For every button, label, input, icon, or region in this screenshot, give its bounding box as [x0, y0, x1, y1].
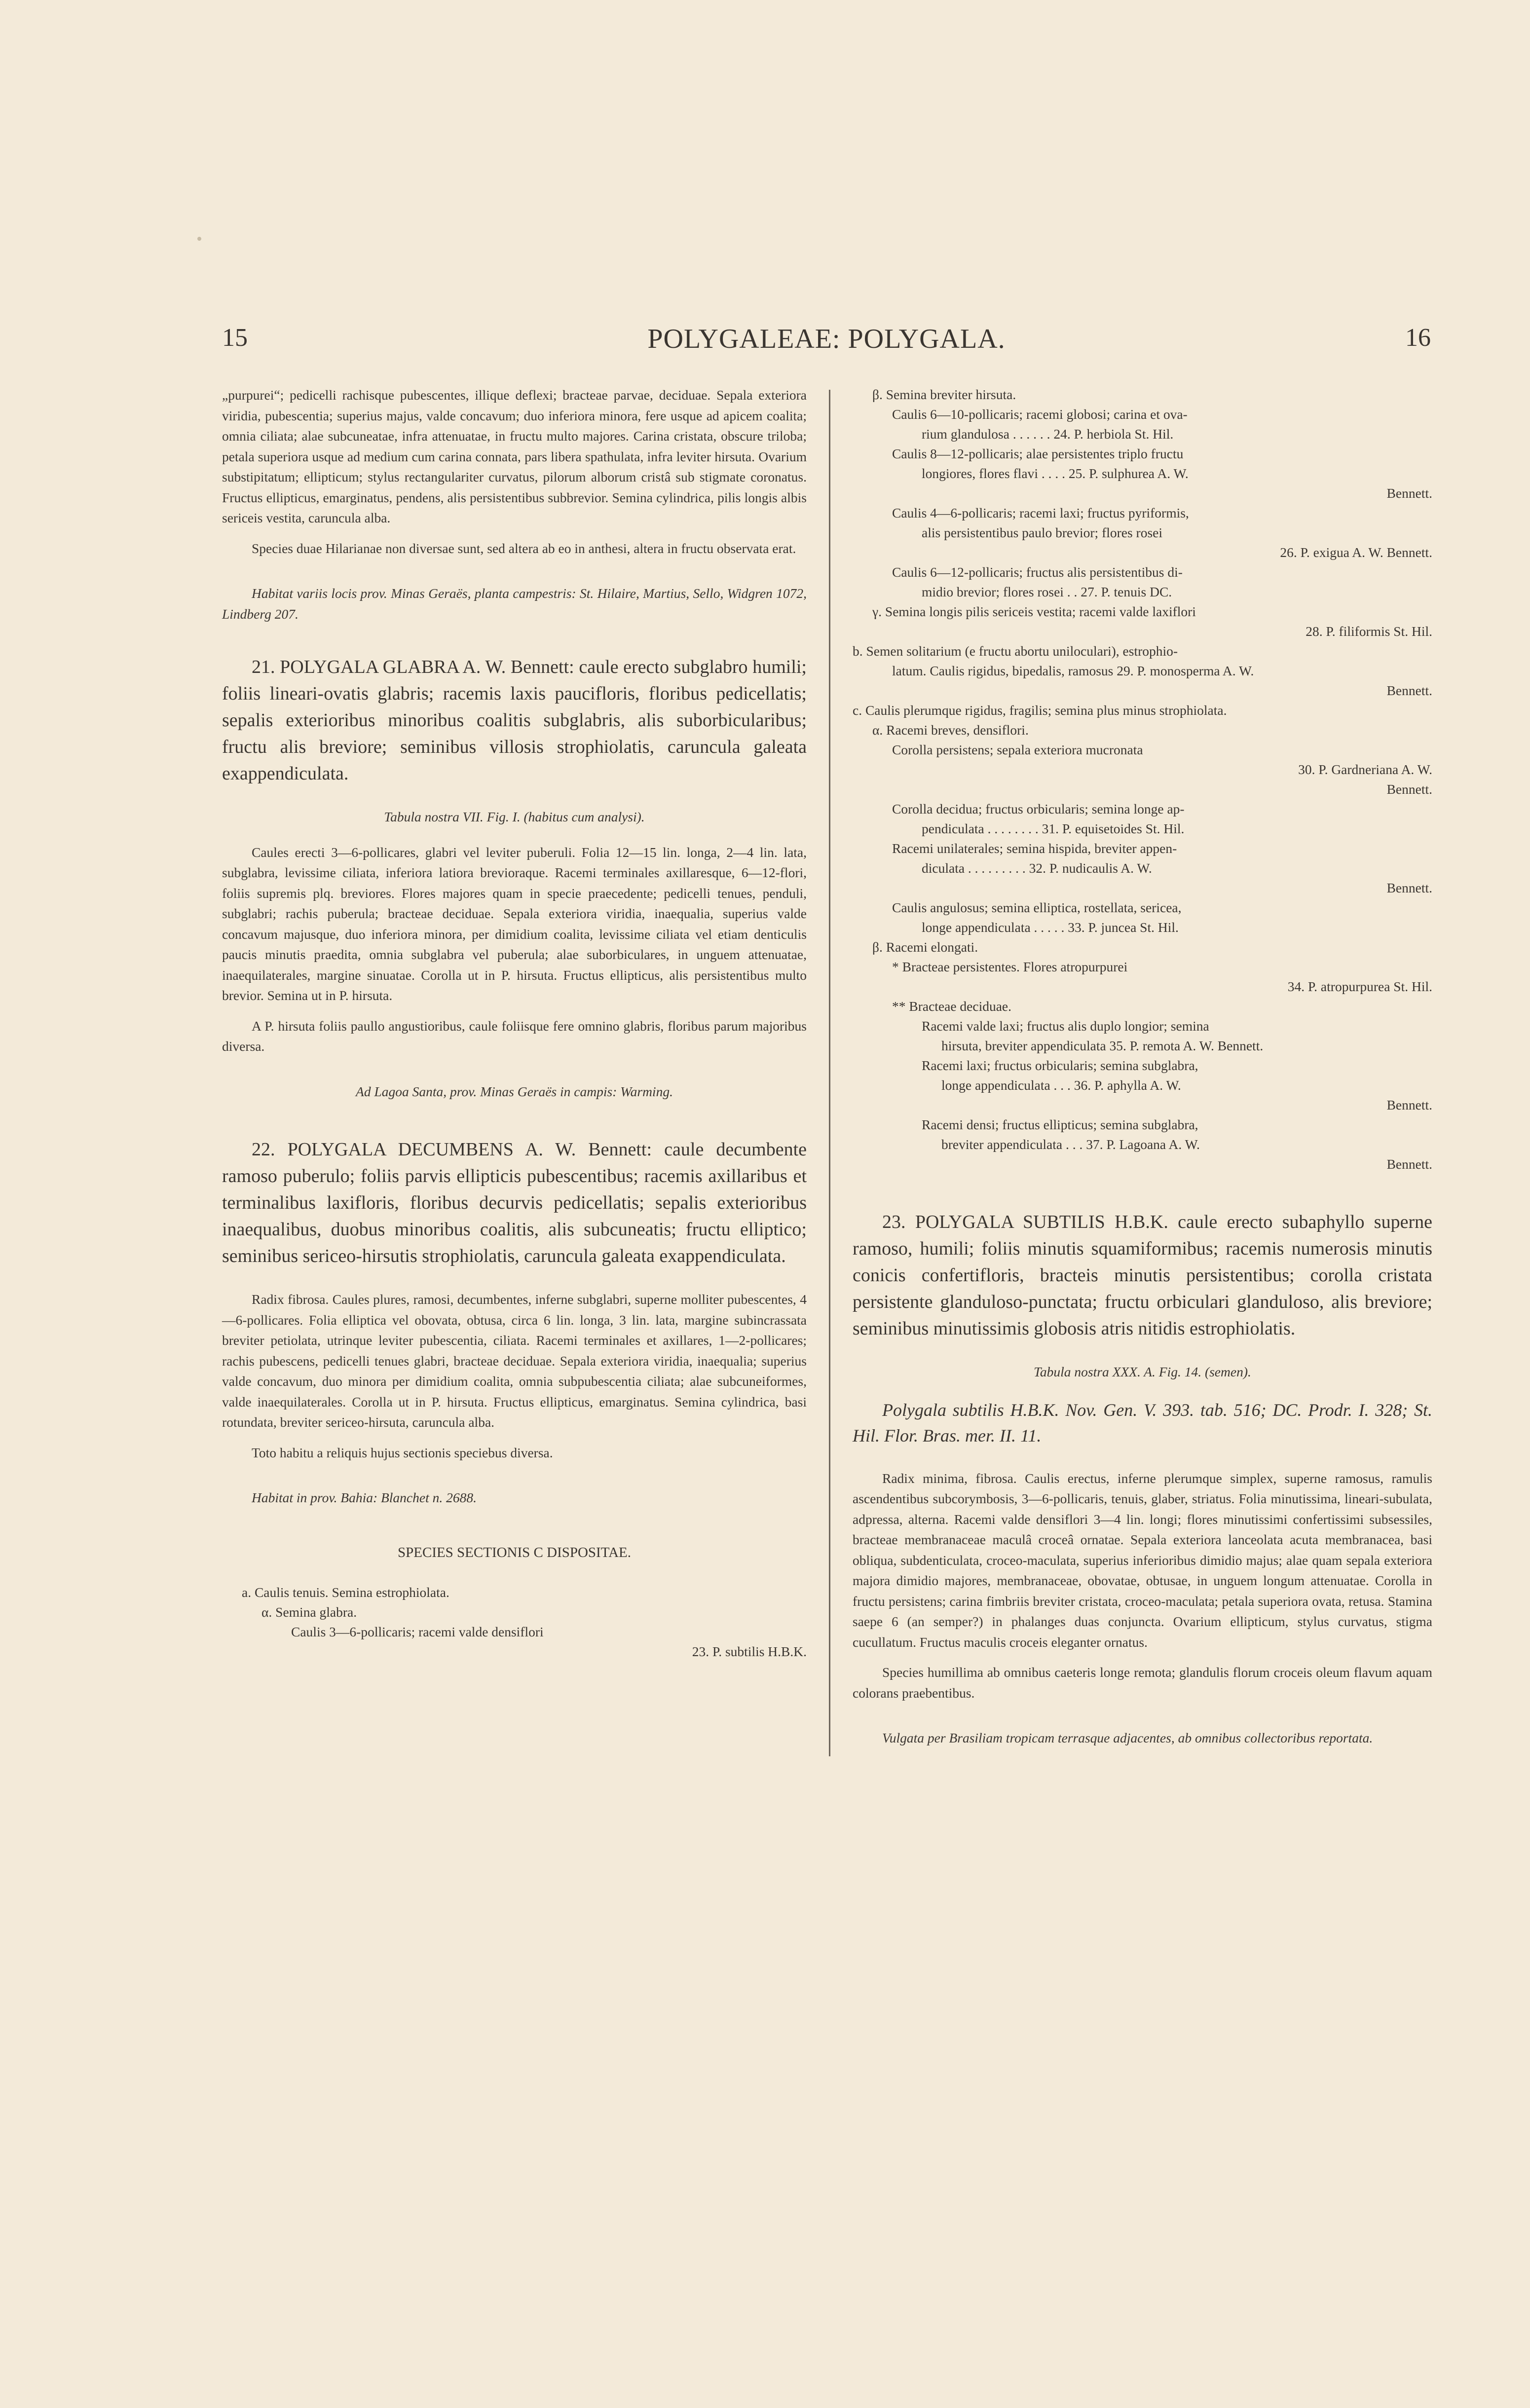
- species-21-comparison: A P. hirsuta foliis paullo angustioribus, caule foliisque fere omnino glabris, floribus parum majoribus diversa.: [222, 1018, 807, 1054]
- key-line: Bennett.: [1386, 880, 1432, 895]
- key-line: α. Racemi breves, densiflori.: [872, 722, 1029, 738]
- description-continued: „purpurei“; pedicelli rachisque pubescentes, illique deflexi; bracteae parvae, deciduae. Sepala exteriora viridia, pubescentia; superius majus, valde concavum; duo inferiora minora, fere usque ad apicem coalita; omnia ciliata; alae subcuneatae, infra attenuatae, in fructu multo majores. Carina cristata, obscure triloba; petala superiora usque ad medium cum carina connata, pars libera spathulata, infra leviter hirsuta. Ovarium substipitatum; ellipticum; stylus rectangulariter curvatus, pilorum alborum cristâ sub stigmate coronatus. Fructus ellipticus, emarginatus, pendens, alis persistentibus subbrevior. Semina cylindrica, pilis longis albis sericeis vestita, caruncula alba.: [222, 387, 807, 525]
- key-line: latum. Caulis rigidus, bipedalis, ramosus 29. P. monosperma A. W.: [892, 663, 1254, 678]
- key-line: a. Caulis tenuis. Semina estrophiolata.: [242, 1585, 449, 1600]
- synonymy-23: Polygala subtilis H.B.K. Nov. Gen. V. 393. tab. 516; DC. Prodr. I. 328; St. Hil. Flor. Bras. mer. II. 11.: [853, 1400, 1432, 1445]
- key-line: * Bracteae persistentes. Flores atropurpurei: [892, 959, 1128, 974]
- key-line: pendiculata . . . . . . . . 31. P. equisetoides St. Hil.: [922, 821, 1185, 836]
- page-number-right: 16: [1405, 324, 1431, 352]
- species-key-heading: SPECIES SECTIONIS C DISPOSITAE.: [397, 1544, 632, 1560]
- key-line: γ. Semina longis pilis sericeis vestita; racemi valde laxiflori: [872, 604, 1196, 619]
- key-line: 23. P. subtilis H.B.K.: [692, 1644, 807, 1659]
- key-line: Bennett.: [1386, 1097, 1432, 1112]
- species-23-heading: 23. POLYGALA SUBTILIS H.B.K. caule erecto subaphyllo superne ramoso, humili; foliis minutis squamiformibus; racemis numerosis minutis conicis confertifloris, bracteis minutis persistentibus; corolla cristata persistente glanduloso-punctata; fructu orbiculari glanduloso, alis breviore; seminibus minutissimis globosis atris nitidis estrophiolatis.: [853, 1212, 1432, 1339]
- key-line: b. Semen solitarium (e fructu abortu uniloculari), estrophio-: [853, 643, 1178, 659]
- running-title: POLYGALEAE: POLYGALA.: [647, 324, 1006, 354]
- key-line: rium glandulosa . . . . . . 24. P. herbiola St. Hil.: [922, 426, 1174, 442]
- key-line: longe appendiculata . . . 36. P. aphylla A. W.: [941, 1077, 1181, 1093]
- page-number-left: 15: [222, 324, 248, 352]
- key-line: 30. P. Gardneriana A. W.: [1298, 762, 1432, 777]
- species-21-heading: 21. POLYGALA GLABRA A. W. Bennett: caule erecto subglabro humili; foliis lineari-ovatis glabris; racemis laxis paucifloris, floribus pedicellatis; sepalis exterioribus minoribus coalitis subglabris, alis suborbicularibus; fructu alis breviore; seminibus villosis strophiolatis, caruncula galeata exappendiculata.: [222, 657, 807, 784]
- key-line: β. Racemi elongati.: [872, 939, 978, 955]
- key-line: hirsuta, breviter appendiculata 35. P. remota A. W. Bennett.: [941, 1038, 1264, 1053]
- key-line: Bennett.: [1386, 781, 1432, 797]
- key-line: ** Bracteae deciduae.: [892, 999, 1012, 1014]
- key-line: Caulis 6—12-pollicaris; fructus alis persistentibus di-: [892, 564, 1183, 580]
- key-line: Caulis angulosus; semina elliptica, rostellata, sericea,: [892, 900, 1182, 915]
- right-column: [853, 385, 1432, 1748]
- habitat-line: Habitat variis locis prov. Minas Geraës, planta campestris: St. Hilaire, Martius, Sello, Widgren 1072, Lindberg 207.: [222, 586, 807, 622]
- key-line: Bennett.: [1386, 683, 1432, 698]
- key-line: longiores, flores flavi . . . . 25. P. sulphurea A. W.: [922, 466, 1189, 481]
- key-line: Corolla persistens; sepala exteriora mucronata: [892, 742, 1143, 757]
- key-line: c. Caulis plerumque rigidus, fragilis; semina plus minus strophiolata.: [853, 703, 1227, 718]
- key-line: longe appendiculata . . . . . 33. P. juncea St. Hil.: [922, 920, 1179, 935]
- key-line: Corolla decidua; fructus orbicularis; semina longe ap-: [892, 801, 1185, 816]
- plate-reference-23: Tabula nostra XXX. A. Fig. 14. (semen).: [1034, 1364, 1251, 1379]
- left-column: [222, 385, 807, 1662]
- species-22-note: Toto habitu a reliquis hujus sectionis speciebus diversa.: [252, 1445, 553, 1460]
- habitat-22: Habitat in prov. Bahia: Blanchet n. 2688.: [252, 1490, 477, 1505]
- species-key-right: [853, 385, 1432, 1174]
- key-line: 26. P. exigua A. W. Bennett.: [1280, 545, 1432, 560]
- key-line: Racemi unilaterales; semina hispida, breviter appen-: [892, 841, 1177, 856]
- key-line: breviter appendiculata . . . 37. P. Lagoana A. W.: [941, 1137, 1200, 1152]
- plate-reference-21: Tabula nostra VII. Fig. I. (habitus cum analysi).: [384, 809, 645, 824]
- species-23-description: Radix minima, fibrosa. Caulis erectus, inferne plerumque simplex, superne ramosus, ramulis ascendentibus subcorymbosis, 3—6-pollicaris, tenuis, glaber, striatus. Folia minutissima, lineari-subulata, adpressa, alterna. Racemi valde densiflori 3—4 lin. longi; flores minutissimi confertissimi subsessiles, bracteae membranaceae maculâ croceâ ornatae. Sepala exteriora lanceolata acuta membranacea, basi obliqua, subdenticulata, croceo-maculata, superius inferioribus dimidio majus; alae quam sepala exteriora majora dimidio majores, membranaceae, obovatae, obtusae, in unguem longum attenuatae. Corolla in fructu persistens; carina fimbriis breviter cristata, croceo-maculata; petala superiora ovata, retusa. Stamina saepe 6 (an semper?) in phalanges duas conjuncta. Ovarium ellipticum, stylus curvatus, stigma cucullatum. Fructus maculis croceis eleganter ornatus.: [853, 1470, 1432, 1650]
- species-22-description: Radix fibrosa. Caules plures, ramosi, decumbentes, inferne subglabri, superne molliter pubescentes, 4—6-pollicares. Folia elliptica vel obovata, obtusa, circa 6 lin. longa, 3 lin. lata, margine subincrassata breviter petiolata, utrinque leviter pubescentia, ciliata. Racemi terminales et axillares, 1—2-pollicares; rachis pubescens, pedicelli tenues glabri, bracteae deciduae. Sepala exteriora viridia, inaequalia; superius valde concavum, duo minora per dimidium coalita, omnia subpubescentia ciliata; alae subcuneiformes, valde inaequilaterales. Corolla ut in P. hirsuta. Fructus ellipticus, emarginatus. Semina cylindrica, basi rotundata, breviter sericeo-hirsuta, caruncula alba.: [222, 1292, 807, 1430]
- species-key-left: [222, 1583, 807, 1662]
- paper-speck: [197, 237, 201, 241]
- key-line: midio brevior; flores rosei . . 27. P. tenuis DC.: [922, 584, 1172, 599]
- key-line: Caulis 6—10-pollicaris; racemi globosi; carina et ova-: [892, 407, 1188, 422]
- key-line: Bennett.: [1386, 485, 1432, 501]
- species-23-note: Species humillima ab omnibus caeteris longe remota; glandulis florum croceis oleum flavum aquam colorans praebentibus.: [853, 1665, 1432, 1701]
- key-line: diculata . . . . . . . . . 32. P. nudicaulis A. W.: [922, 860, 1152, 876]
- key-line: 28. P. filiformis St. Hil.: [1306, 624, 1432, 639]
- key-line: Racemi laxi; fructus orbicularis; semina subglabra,: [922, 1058, 1198, 1073]
- species-21-description: Caules erecti 3—6-pollicares, glabri vel leviter puberuli. Folia 12—15 lin. longa, 2—4 lin. lata, subglabra, levissime ciliata, inferiora latiora brevioraque. Racemi terminales axillaresque, 6—12-flori, foliis supremis plq. breviores. Flores majores quam in specie praecedente; pedicelli tenues, penduli, subglabri; rachis puberula; bracteae deciduae. Sepala exteriora viridia, inaequalia, superius valde concavum majusque, duo inferiora minora, per dimidium coalita, levissime ciliata vel etiam denticulis paucis minutis praedita, omnia subglabra vel puberula; alae suborbiculares, in unguem attenuatae, inaequilaterales, margine sinuatae. Corolla ut in P. hirsuta. Fructus ellipticus, alis persistentibus multo brevior. Semina ut in P. hirsuta.: [222, 844, 807, 1003]
- key-line: 34. P. atropurpurea St. Hil.: [1287, 979, 1432, 994]
- note-paragraph: Species duae Hilarianae non diversae sunt, sed altera ab eo in anthesi, altera in fructu observata erat.: [252, 540, 796, 556]
- key-line: Racemi valde laxi; fructus alis duplo longior; semina: [922, 1018, 1209, 1034]
- key-line: α. Semina glabra.: [261, 1604, 357, 1620]
- running-header: [222, 323, 1431, 358]
- habitat-21: Ad Lagoa Santa, prov. Minas Geraës in campis: Warming.: [356, 1083, 673, 1099]
- key-line: β. Semina breviter hirsuta.: [872, 387, 1016, 402]
- column-divider: [829, 390, 830, 1756]
- key-line: Caulis 4—6-pollicaris; racemi laxi; fructus pyriformis,: [892, 505, 1189, 520]
- key-line: Caulis 3—6-pollicaris; racemi valde densiflori: [291, 1624, 544, 1639]
- key-line: alis persistentibus paulo brevior; flores rosei: [922, 525, 1163, 540]
- key-line: Bennett.: [1386, 1156, 1432, 1172]
- species-22-heading: 22. POLYGALA DECUMBENS A. W. Bennett: caule decumbente ramoso puberulo; foliis parvis ellipticis pubescentibus; racemis axillaribus et terminalibus laxifloris, floribus decurvis pedicellatis; sepalis exterioribus inaequalibus, duobus minoribus coalitis, alis subcuneatis; fructu elliptico; seminibus sericeo-hirsutis strophiolatis, caruncula galeata exappendiculata.: [222, 1139, 807, 1266]
- habitat-23: Vulgata per Brasiliam tropicam terrasque adjacentes, ab omnibus collectoribus reportata.: [882, 1730, 1373, 1745]
- key-line: Caulis 8—12-pollicaris; alae persistentes triplo fructu: [892, 446, 1184, 461]
- key-line: Racemi densi; fructus ellipticus; semina subglabra,: [922, 1117, 1198, 1132]
